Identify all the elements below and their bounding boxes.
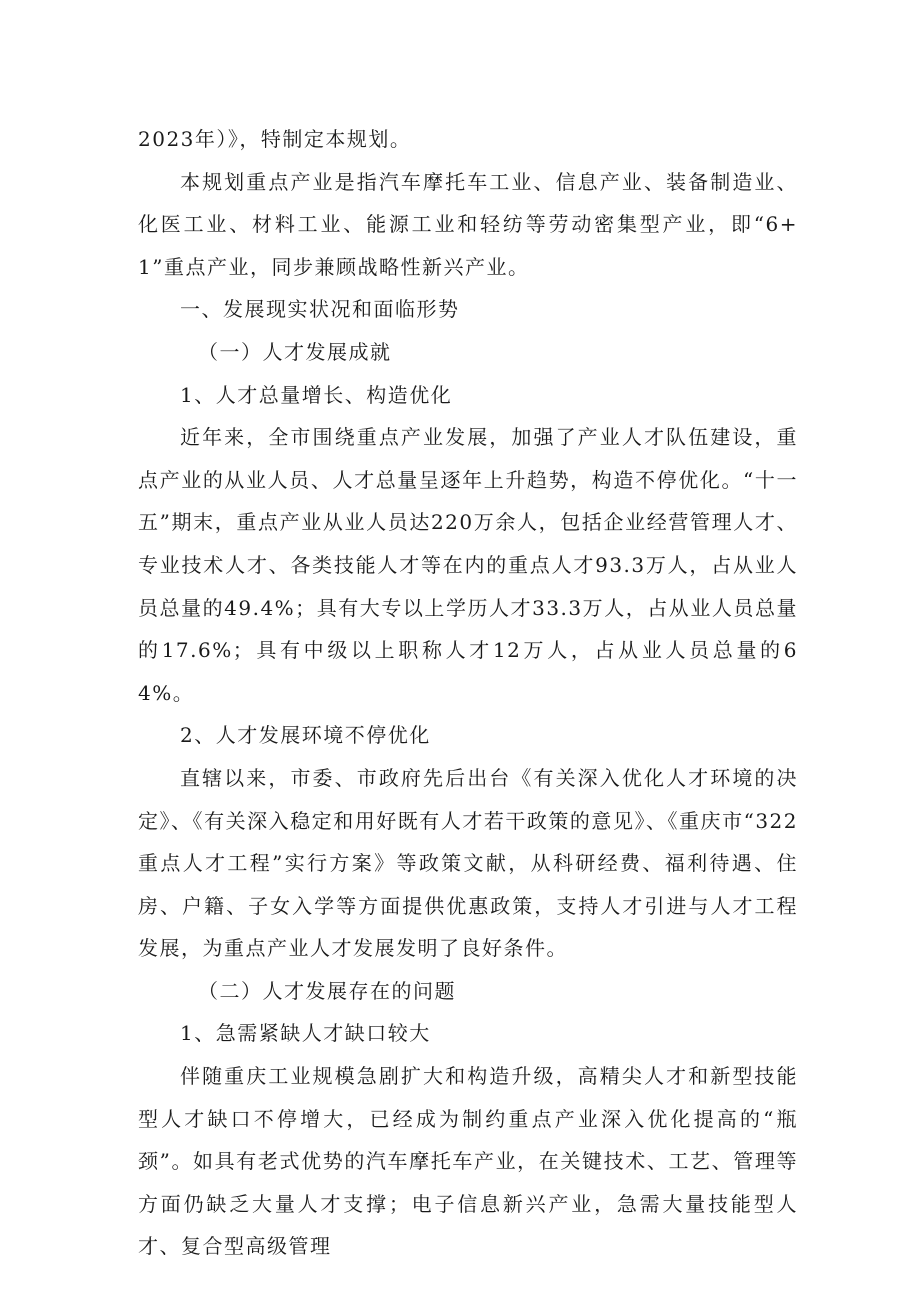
item-heading-1: 1、人才总量增长、构造优化 bbox=[180, 382, 453, 407]
paragraph-talent-environment: 直辖以来，市委、市政府先后出台《有关深入优化人才环境的决定》、《有关深入稳定和用好既有人才若干政策的意见》、《重庆市“322重点人才工程”实行方案》等政策文献，从科研经费、福利待遇、住房、户籍、子女入学等方面提供优惠政策，支持人才引进与人才工程发展，为重点产业人才发展发明了良好条件。 bbox=[138, 765, 798, 961]
section-heading-1: 一、发展现实状况和面临形势 bbox=[180, 297, 460, 322]
paragraph-continuation: 2023年）》，特制定本规划。 bbox=[138, 127, 412, 151]
paragraph-talent-shortage: 伴随重庆工业规模急剧扩大和构造升级，高精尖人才和新型技能型人才缺口不停增大，已经成为制约重点产业深入优化提高的“瓶颈”。如具有老式优势的汽车摩托车产业，在关键技术、工艺、管理等方面仍缺乏大量人才支撑；电子信息新兴产业，急需大量技能型人才、复合型高级管理 bbox=[138, 1064, 798, 1259]
subsection-heading-1: （一）人才发展成就 bbox=[198, 339, 392, 364]
document-body bbox=[138, 118, 798, 1268]
item-heading-3: 1、急需紧缺人才缺口较大 bbox=[180, 1021, 431, 1046]
paragraph-scope: 本规划重点产业是指汽车摩托车工业、信息产业、装备制造业、化医工业、材料工业、能源工业和轻纺等劳动密集型产业，即“6+1”重点产业，同步兼顾战略性新兴产业。 bbox=[138, 169, 798, 279]
item-heading-2: 2、人才发展环境不停优化 bbox=[180, 723, 431, 748]
paragraph-talent-growth: 近年来，全市围绕重点产业发展，加强了产业人才队伍建设，重点产业的从业人员、人才总量呈逐年上升趋势，构造不停优化。“十一五”期末，重点产业从业人员达220万余人，包括企业经营管理人才、专业技术人才、各类技能人才等在内的重点人才93.3万人，占从业人员总量的49.4%；具有大专以上学历人才33.3万人，占从业人员总量的17.6%；具有中级以上职称人才12万人，占从业人员总量的64%。 bbox=[138, 425, 798, 705]
subsection-heading-2: （二）人才发展存在的问题 bbox=[198, 978, 456, 1003]
